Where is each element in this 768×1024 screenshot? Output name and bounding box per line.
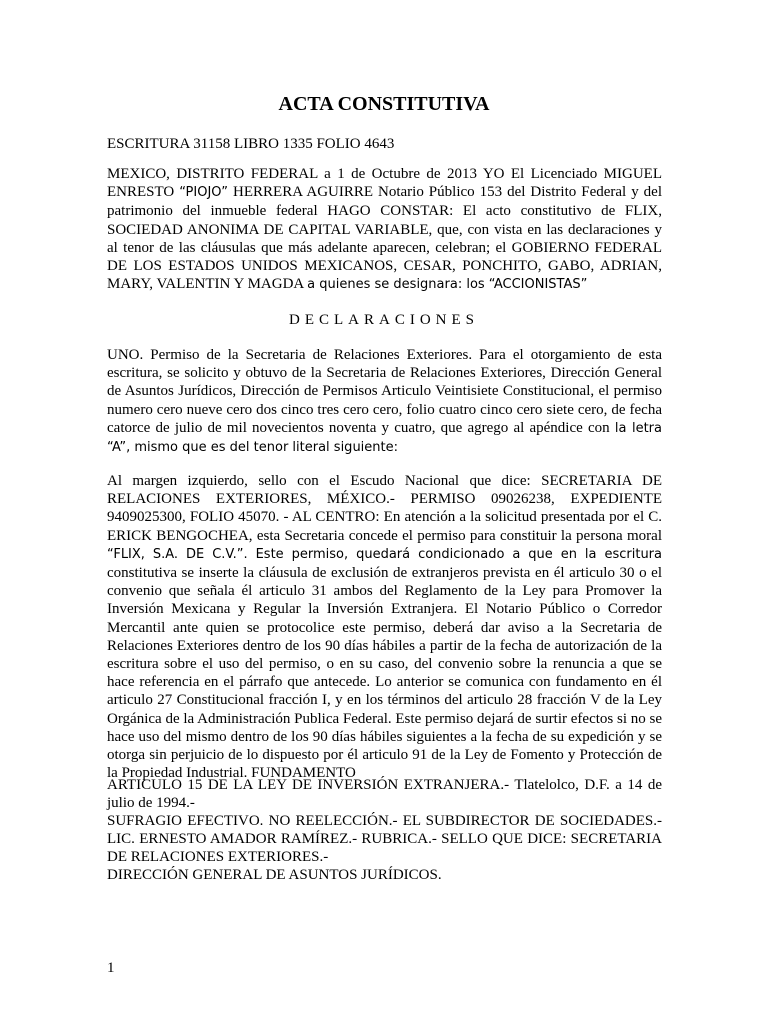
uno-paragraph <box>107 346 662 457</box>
margen-paragraph <box>107 472 662 782</box>
articulo-15-paragraph: ARTICULO 15 DE LA LEY DE INVERSIÓN EXTRANJERA.- Tlatelolco, D.F. a 14 de julio de 1994.- <box>107 777 662 812</box>
uno-text-2: la letra “A”, mismo que es del tenor literal siguiente: <box>107 420 662 456</box>
margen-text-2: “FLIX, S.A. DE C.V.”. Este permiso, quedará condicionado a que en la escritura <box>107 546 662 562</box>
document-title: ACTA CONSTITUTIVA <box>278 93 490 115</box>
direccion-paragraph: DIRECCIÓN GENERAL DE ASUNTOS JURÍDICOS. <box>107 867 442 883</box>
intro-text-1: MEXICO, DISTRITO FEDERAL a 1 de Octubre de 2013 YO El Licenciado MIGUEL ENRESTO <box>107 166 662 201</box>
intro-text-2: HERRERA AGUIRRE Notario Público 153 del Distrito Federal y del patrimonio del inmueble federal HAGO CONSTAR: El acto constitutivo de FLIX, SOCIEDAD ANONIMA DE CAPITAL VARIABLE, que, con vista en las declaraciones y al tenor de las cláusulas que más adelante aparecen, celebran; el GOBIERNO FEDERAL DE LOS ESTADOS UNIDOS MEXICANOS, CESAR, PONCHITO, GABO, ADRIAN, MARY, VALENTIN Y MAGDA <box>107 184 662 293</box>
intro-nickname: “PIOJO” <box>179 185 229 201</box>
intro-text-3: a quienes se designara: los “ACCIONISTAS” <box>307 277 588 293</box>
uno-text-1: UNO. Permiso de la Secretaria de Relaciones Exteriores. Para el otorgamiento de esta escritura, se solicito y obtuvo de la Secretaria de Relaciones Exteriores, Dirección General de Asuntos Jurídicos, Dirección de Permisos Articulo Veintisiete Constitucional, el permiso numero cero nueve cero dos cinco tres cero cero, folio cuatro cinco cero siete cero, de fecha catorce de julio de mil novecientos noventa y cuatro, que agrego al apéndice con <box>107 347 662 436</box>
page-number: 1 <box>107 960 115 976</box>
margen-text-3: constitutiva se inserte la cláusula de exclusión de extranjeros prevista en él articulo 30 o el convenio que señala él articulo 31 ambos del Reglamento de la Ley para Promover la Inversión Mexicana y Regular la Inversión Extranjera. El Notario Público o Corredor Mercantil ante quien se protocolice este permiso, deberá dar aviso a la Secretaria de Relaciones Exteriores dentro de los 90 días hábiles a partir de la fecha de autorización de la escritura sobre el uso del permiso, o en su caso, del convenio sobre la renuncia a que se hace referencia en el párrafo que antecede. Lo anterior se comunica con fundamento en él articulo 27 Constitucional fracción I, y en los términos del articulo 28 fracción V de la Ley Orgánica de la Administración Publica Federal. Este permiso dejará de surtir efectos si no se hace uso del mismo dentro de los 90 días hábiles siguientes a la fecha de su expedición y se otorga sin perjuicio de lo dispuesto por él articulo 91 de la Ley de Fomento y Protección de la Propiedad Industrial. FUNDAMENTO <box>107 565 662 782</box>
sufragio-paragraph: SUFRAGIO EFECTIVO. NO REELECCIÓN.- EL SUBDIRECTOR DE SOCIEDADES.- LIC. ERNESTO AMADOR RAMÍREZ.- RUBRICA.- SELLO QUE DICE: SECRETARIA DE RELACIONES EXTERIORES.- <box>107 813 662 866</box>
intro-paragraph <box>107 165 662 294</box>
margen-text-1: Al margen izquierdo, sello con el Escudo Nacional que dice: SECRETARIA DE RELACIONES EXTERIORES, MÉXICO.- PERMISO 09026238, EXPEDIENTE 9409025300, FOLIO 45070. - AL CENTRO: En atención a la solicitud presentada por el C. ERICK BENGOCHEA, esta Secretaria concede el permiso para constituir la persona moral <box>107 473 662 544</box>
declarations-heading: DECLARACIONES <box>288 312 479 328</box>
escritura-line: ESCRITURA 31158 LIBRO 1335 FOLIO 4643 <box>107 136 395 152</box>
